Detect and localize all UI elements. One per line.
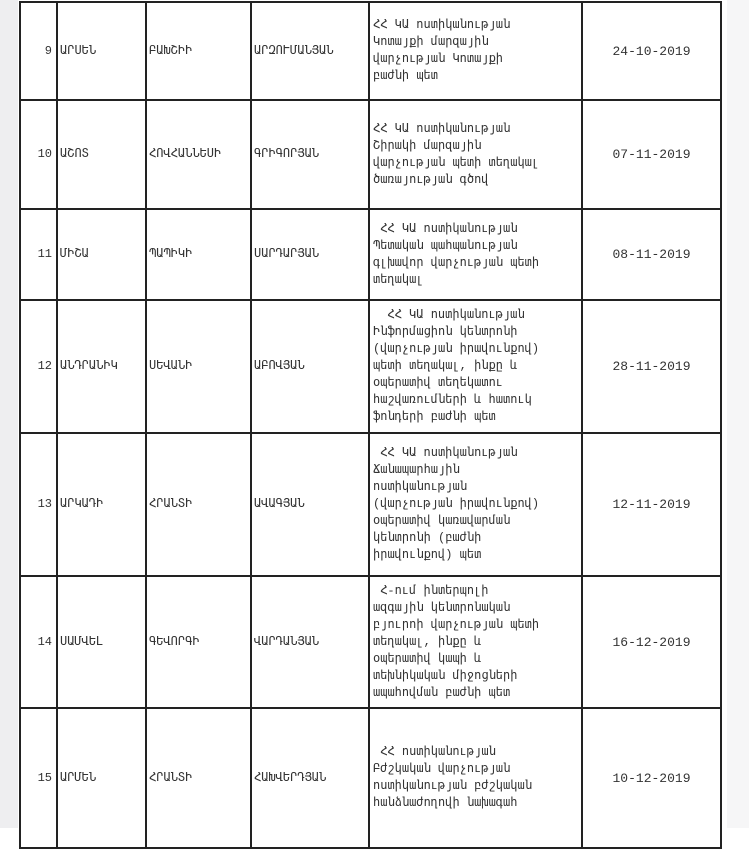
row-number: 14 xyxy=(20,576,57,708)
position xyxy=(369,2,582,100)
row-number: 12 xyxy=(20,300,57,433)
row-number: 9 xyxy=(20,2,57,100)
table-row xyxy=(20,576,721,708)
position-line: հանձնաժողովի նախագահ xyxy=(373,796,518,810)
appointment-date: 16-12-2019 xyxy=(582,576,721,708)
first-name: ԱՐՍԵՆ xyxy=(57,2,146,100)
patronymic: ՊԱՊԻԿԻ xyxy=(146,209,251,300)
position xyxy=(369,708,582,848)
position-line: ապահովման բաժնի պետ xyxy=(373,685,511,700)
position-line: Բժշկական վարչության xyxy=(373,762,511,776)
patronymic: ՍԵՎԱՆԻ xyxy=(146,300,251,433)
first-name: ԱՐԿԱԴԻ xyxy=(57,433,146,576)
table-row xyxy=(20,433,721,576)
position-line: Պետական պահպանության xyxy=(373,238,518,253)
position-line: վարչության Կոտայքի xyxy=(373,52,504,66)
table-row xyxy=(20,100,721,209)
appointment-date: 10-12-2019 xyxy=(582,708,721,848)
position-line: բյուրոի վարչության պետի xyxy=(373,617,540,632)
table-row xyxy=(20,708,721,848)
position-line: ֆոնդերի բաժնի պետ xyxy=(373,410,496,424)
position-line: բաժնի պետ xyxy=(373,69,438,83)
last-name: ՍԱՐԴԱՐՅԱՆ xyxy=(251,209,369,300)
position-line: Հ-ում ինտերպոլի xyxy=(373,583,489,598)
last-name: ԱՎԱԳՅԱՆ xyxy=(251,433,369,576)
first-name: ԱՐՄԵՆ xyxy=(57,708,146,848)
position-line: պետի տեղակալ, ինքը և xyxy=(373,359,518,373)
position-line: ՀՀ ԿԱ ոստիկանության xyxy=(373,121,511,136)
table-row xyxy=(20,2,721,100)
position-line: տեղակալ xyxy=(373,272,424,287)
appointment-date: 07-11-2019 xyxy=(582,100,721,209)
position-line: իրավունքով) պետ xyxy=(373,548,482,562)
appointment-date: 28-11-2019 xyxy=(582,300,721,433)
patronymic: ԲԱԽՇԻԻ xyxy=(146,2,251,100)
row-number: 10 xyxy=(20,100,57,209)
first-name: ՄԻՇԱ xyxy=(57,209,146,300)
position-line: ՀՀ ոստիկանության xyxy=(373,745,496,759)
position-line: օպերատիվ տեղեկատու xyxy=(373,376,504,390)
position xyxy=(369,433,582,576)
position-line: ազգային կենտրոնական xyxy=(373,600,511,615)
position-line: վարչության պետի տեղակալ xyxy=(373,155,540,170)
position-line: գլխավոր վարչության պետի xyxy=(373,255,540,270)
patronymic: ՀՈՎՀԱՆՆԵՍԻ xyxy=(146,100,251,209)
position-line: (վարչության իրավունքով) xyxy=(373,497,540,511)
position-line: ոստիկանության բժշկական xyxy=(373,779,532,793)
position-line: Ճանապարհային xyxy=(373,463,460,477)
position-line: Շիրակի մարզային xyxy=(373,138,482,153)
right-margin xyxy=(727,0,749,828)
position-line: Կոտայքի մարզային xyxy=(373,35,489,49)
first-name: ՍԱՄՎԵԼ xyxy=(57,576,146,708)
first-name: ԱՇՈՏ xyxy=(57,100,146,209)
row-number: 13 xyxy=(20,433,57,576)
position-line: հաշվառումների և հատուկ xyxy=(373,393,532,407)
position-line: ՀՀ ԿԱ ոստիկանության xyxy=(373,221,518,236)
position xyxy=(369,100,582,209)
row-number: 15 xyxy=(20,708,57,848)
patronymic: ԳԵՎՈՐԳԻ xyxy=(146,576,251,708)
position xyxy=(369,300,582,433)
left-margin xyxy=(0,0,18,828)
last-name: ՎԱՐԴԱՆՅԱՆ xyxy=(251,576,369,708)
patronymic: ՀՐԱՆՏԻ xyxy=(146,433,251,576)
position xyxy=(369,209,582,300)
position-line: տեխնիկական միջոցների xyxy=(373,668,518,683)
position xyxy=(369,576,582,708)
position-line: օպերատիվ կապի և xyxy=(373,651,482,666)
row-number: 11 xyxy=(20,209,57,300)
first-name: ԱՆԴՐԱՆԻԿ xyxy=(57,300,146,433)
position-line: ՀՀ ԿԱ ոստիկանության xyxy=(373,446,518,460)
position-line: (վարչության իրավունքով) xyxy=(373,342,540,356)
position-line: Ինֆորմացիոն կենտրոնի xyxy=(373,325,518,339)
position-line: ոստիկանության xyxy=(373,480,467,494)
position-line: տեղակալ, ինքը և xyxy=(373,634,482,649)
position-line: կենտրոնի (բաժնի xyxy=(373,531,482,545)
patronymic: ՀՐԱՆՏԻ xyxy=(146,708,251,848)
position-line: ծառայության գծով xyxy=(373,172,489,187)
appointment-date: 24-10-2019 xyxy=(582,2,721,100)
position-line: ՀՀ ԿԱ ոստիկանության xyxy=(373,308,525,322)
position-line: ՀՀ ԿԱ ոստիկանության xyxy=(373,18,511,32)
last-name: ԳՐԻԳՈՐՅԱՆ xyxy=(251,100,369,209)
appointment-date: 08-11-2019 xyxy=(582,209,721,300)
position-line: օպերատիվ կառավարման xyxy=(373,514,511,528)
last-name: ՀԱԽՎԵՐԴՅԱՆ xyxy=(251,708,369,848)
appointment-date: 12-11-2019 xyxy=(582,433,721,576)
table-row xyxy=(20,300,721,433)
last-name: ԱԲՈՎՅԱՆ xyxy=(251,300,369,433)
last-name: ԱՐԶՈՒՄԱՆՅԱՆ xyxy=(251,2,369,100)
table-row xyxy=(20,209,721,300)
appointments-table xyxy=(19,1,722,849)
